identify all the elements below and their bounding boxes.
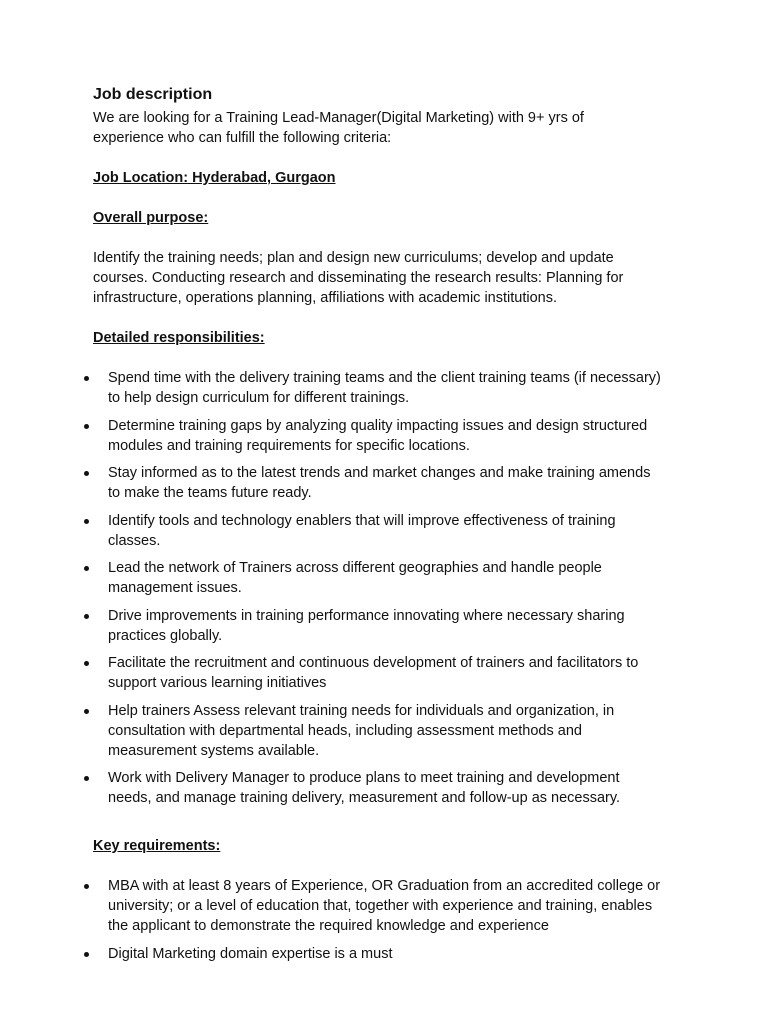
list-item-line: Work with Delivery Manager to produce plans to meet training and development <box>108 770 620 786</box>
intro-paragraph <box>93 108 584 148</box>
list-item-line: consultation with departmental heads, including assessment methods and <box>108 722 582 739</box>
list-item-line: modules and training requirements for specific locations. <box>108 437 470 454</box>
list-item-line: MBA with at least 8 years of Experience, OR Graduation from an accredited college or <box>108 878 661 894</box>
list-item-line: needs, and manage training delivery, measurement and follow-up as necessary. <box>108 790 621 806</box>
bullet-icon <box>84 709 89 714</box>
bullet-icon <box>84 424 89 429</box>
list-item <box>0 463 688 503</box>
list-item-line: Digital Marketing domain expertise is a must <box>108 945 393 962</box>
bullet-icon <box>84 614 89 619</box>
responsibilities-heading: Detailed responsibilities: <box>93 330 265 346</box>
list-item <box>0 653 688 693</box>
requirements-list <box>0 876 768 971</box>
list-item <box>0 606 688 646</box>
purpose-line: courses. Conducting research and disseminating the research results: Planning for <box>93 270 624 286</box>
list-item-line: Stay informed as to the latest trends and market changes and make training amends <box>108 465 651 481</box>
purpose-line: Identify the training needs; plan and design new curriculums; develop and update <box>93 250 614 266</box>
bullet-icon <box>84 952 89 957</box>
purpose-paragraph <box>93 248 623 308</box>
list-item-line: Determine training gaps by analyzing quality impacting issues and design structured <box>108 417 648 434</box>
list-item <box>0 876 688 936</box>
list-item-line: Drive improvements in training performance innovating where necessary sharing <box>108 607 625 624</box>
bullet-icon <box>84 776 89 781</box>
list-item-line: support various learning initiatives <box>108 675 327 691</box>
list-item-line: Spend time with the delivery training teams and the client training teams (if necessary) <box>108 370 661 386</box>
intro-line: experience who can fulfill the following criteria: <box>93 130 392 146</box>
intro-line: We are looking for a Training Lead-Manager(Digital Marketing) with 9+ yrs of <box>93 110 584 126</box>
list-item-line: practices globally. <box>108 627 223 644</box>
purpose-heading: Overall purpose: <box>93 210 209 226</box>
list-item <box>0 511 688 551</box>
list-item <box>0 768 688 808</box>
list-item-line: Facilitate the recruitment and continuous development of trainers and facilitators to <box>108 655 639 671</box>
list-item <box>0 558 688 598</box>
list-item-line: Help trainers Assess relevant training needs for individuals and organization, in <box>108 702 615 719</box>
list-item-line: classes. <box>108 532 161 549</box>
list-item <box>0 701 688 761</box>
bullet-icon <box>84 471 89 476</box>
list-item-line: university; or a level of education that, together with experience and training, enables <box>108 898 653 914</box>
bullet-icon <box>84 661 89 666</box>
list-item-line: the applicant to demonstrate the required knowledge and experience <box>108 918 549 934</box>
bullet-icon <box>84 566 89 571</box>
responsibilities-list <box>0 368 768 816</box>
requirements-heading: Key requirements: <box>93 838 221 854</box>
list-item <box>0 368 688 408</box>
list-item-line: measurement systems available. <box>108 742 320 759</box>
bullet-icon <box>84 884 89 889</box>
document-title: Job description <box>93 86 213 103</box>
list-item <box>0 416 688 456</box>
list-item-line: Identify tools and technology enablers that will improve effectiveness of training <box>108 512 616 529</box>
purpose-line: infrastructure, operations planning, affiliations with academic institutions. <box>93 290 557 306</box>
list-item-line: to help design curriculum for different trainings. <box>108 390 410 406</box>
list-item-line: to make the teams future ready. <box>108 485 312 501</box>
bullet-icon <box>84 519 89 524</box>
list-item-line: management issues. <box>108 580 242 596</box>
list-item-line: Lead the network of Trainers across different geographies and handle people <box>108 560 602 576</box>
bullet-icon <box>84 376 89 381</box>
job-location: Job Location: Hyderabad, Gurgaon <box>93 170 336 186</box>
list-item <box>0 944 688 964</box>
